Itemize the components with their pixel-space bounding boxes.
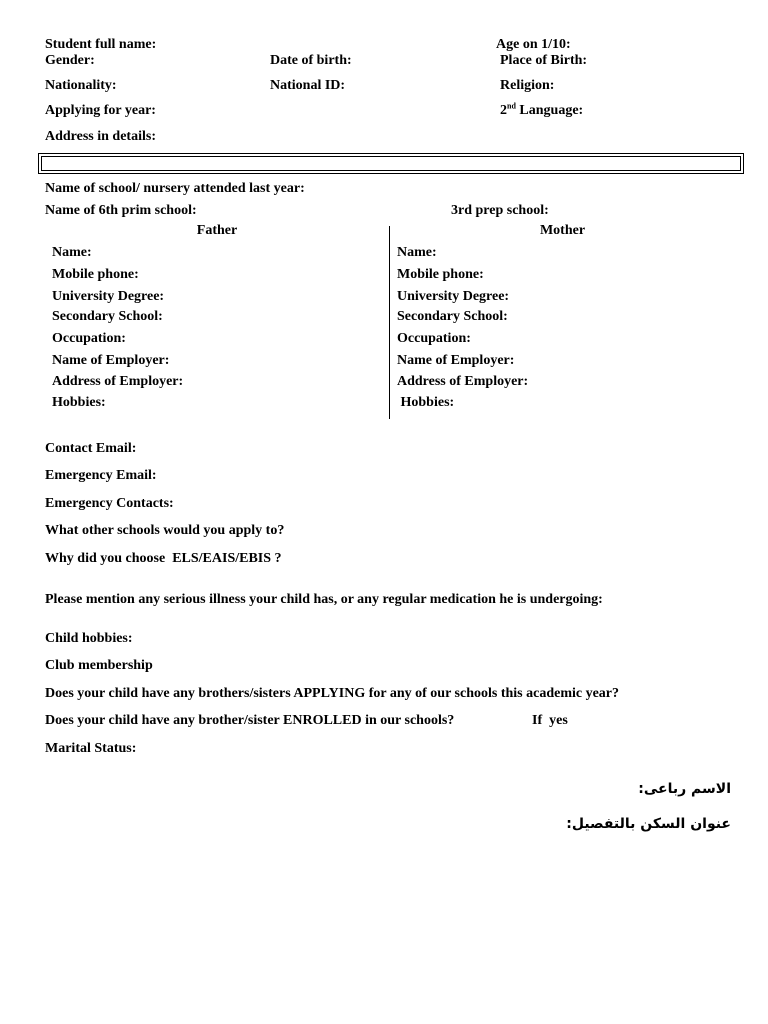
applying-for-year-label: Applying for year: (45, 103, 156, 118)
why-choose-question: Why did you choose ELS/EAIS/EBIS ? (45, 551, 282, 566)
father-degree-label: University Degree: (52, 289, 165, 304)
mother-hobbies-label: Hobbies: (397, 395, 455, 410)
gender-label: Gender: (45, 53, 95, 68)
father-employer-address-label: Address of Employer: (52, 374, 184, 389)
contact-email-label: Contact Email: (45, 441, 137, 456)
father-occupation-label: Occupation: (52, 331, 126, 346)
emergency-contacts-label: Emergency Contacts: (45, 496, 174, 511)
siblings-enrolled-question: Does your child have any brother/sister ENROLLED in our schools? (45, 713, 455, 728)
parents-divider (389, 226, 390, 419)
mother-mobile-label: Mobile phone: (397, 267, 484, 282)
father-hobbies-label: Hobbies: (52, 395, 106, 410)
emergency-email-label: Emergency Email: (45, 468, 157, 483)
address-box[interactable] (38, 153, 744, 174)
mother-occupation-label: Occupation: (397, 331, 471, 346)
illness-question: Please mention any serious illness your child has, or any regular medication he is undergoing: (45, 592, 603, 607)
mother-heading: Mother (539, 223, 586, 238)
place-of-birth-label: Place of Birth: (500, 53, 588, 68)
address-box-inner-border (41, 156, 741, 171)
religion-label: Religion: (500, 78, 555, 93)
second-language-text: Language: (515, 103, 584, 118)
second-language-number: 2 (500, 103, 507, 118)
arabic-address-label: عنوان السكن بالتفصيل: (566, 816, 731, 832)
address-in-details-label: Address in details: (45, 129, 156, 144)
mother-employer-label: Name of Employer: (397, 353, 515, 368)
marital-status-label: Marital Status: (45, 741, 137, 756)
if-yes-label: If yes (532, 713, 568, 728)
father-employer-label: Name of Employer: (52, 353, 170, 368)
second-language-ordinal: nd (507, 101, 516, 111)
age-on-label: Age on 1/10: (496, 37, 571, 52)
mother-employer-address-label: Address of Employer: (397, 374, 529, 389)
arabic-full-name-label: الاسم رباعى: (638, 781, 731, 797)
child-hobbies-label: Child hobbies: (45, 631, 133, 646)
father-mobile-label: Mobile phone: (52, 267, 139, 282)
mother-name-label: Name: (397, 245, 437, 260)
date-of-birth-label: Date of birth: (270, 53, 352, 68)
national-id-label: National ID: (270, 78, 346, 93)
nationality-label: Nationality: (45, 78, 117, 93)
siblings-applying-question: Does your child have any brothers/sisters APPLYING for any of our schools this academic year? (45, 686, 620, 701)
second-language-label (500, 103, 583, 119)
other-schools-question: What other schools would you apply to? (45, 523, 285, 538)
sixth-prim-school-label: Name of 6th prim school: (45, 203, 197, 218)
last-year-school-label: Name of school/ nursery attended last year: (45, 181, 305, 196)
student-full-name-label: Student full name: (45, 37, 157, 52)
father-name-label: Name: (52, 245, 92, 260)
third-prep-school-label: 3rd prep school: (451, 203, 549, 218)
club-membership-label: Club membership (45, 658, 153, 673)
father-secondary-label: Secondary School: (52, 309, 163, 324)
mother-secondary-label: Secondary School: (397, 309, 508, 324)
father-heading: Father (196, 223, 238, 238)
mother-degree-label: University Degree: (397, 289, 510, 304)
